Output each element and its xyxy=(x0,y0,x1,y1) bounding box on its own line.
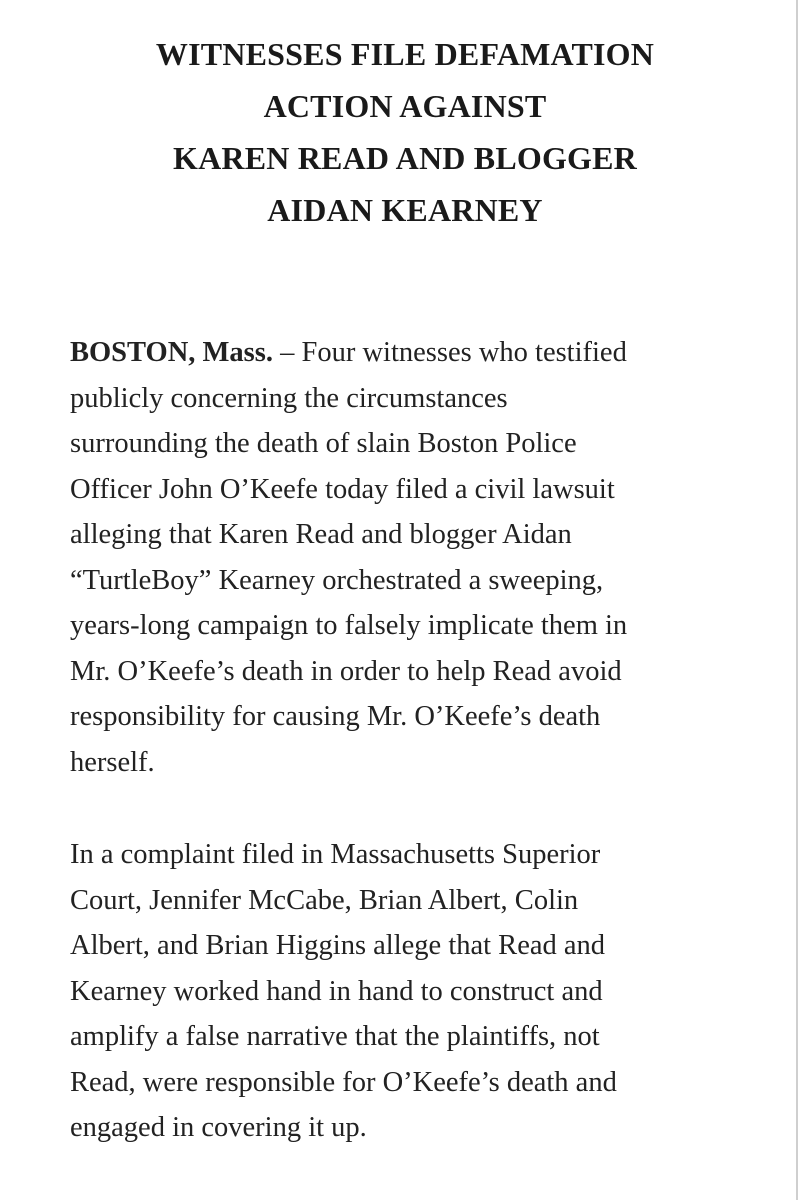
paragraph-line: alleging that Karen Read and blogger Aidan xyxy=(70,519,572,550)
paragraph-text: – Four witnesses who testified xyxy=(272,337,627,368)
body-paragraph-1 xyxy=(70,330,770,785)
paragraph-line: Read, were responsible for O’Keefe’s death and xyxy=(70,1066,617,1098)
paragraph-line: engaged in covering it up. xyxy=(70,1112,367,1143)
paragraph-line: amplify a false narrative that the plaintiffs, not xyxy=(70,1021,600,1052)
paragraph-line: publicly concerning the circumstances xyxy=(70,382,508,414)
page-edge-divider xyxy=(796,0,798,1200)
headline-line: KAREN READ AND BLOGGER xyxy=(172,140,637,176)
body-paragraph-2 xyxy=(70,832,770,1151)
paragraph-line: surrounding the death of slain Boston Police xyxy=(70,428,577,459)
paragraph-line: In a complaint filed in Massachusetts Superior xyxy=(70,839,601,870)
headline xyxy=(40,28,770,236)
paragraph-line xyxy=(70,330,770,376)
dateline: BOSTON, Mass. xyxy=(70,337,273,368)
paragraph-line: responsibility for causing Mr. O’Keefe’s death xyxy=(70,701,601,732)
paragraph-line: Kearney worked hand in hand to construct and xyxy=(70,975,603,1007)
headline-line: AIDAN KEARNEY xyxy=(267,192,543,228)
paragraph-line: years-long campaign to falsely implicate them in xyxy=(70,610,628,641)
paragraph-line: Mr. O’Keefe’s death in order to help Read avoid xyxy=(70,655,622,687)
paragraph-line: Court, Jennifer McCabe, Brian Albert, Colin xyxy=(70,884,579,916)
headline-line: WITNESSES FILE DEFAMATION xyxy=(155,36,655,72)
headline-line: ACTION AGAINST xyxy=(263,88,547,124)
paragraph-line: herself. xyxy=(70,746,155,778)
paragraph-line: Officer John O’Keefe today filed a civil lawsuit xyxy=(70,473,615,505)
paragraph-line: “TurtleBoy” Kearney orchestrated a sweeping, xyxy=(70,564,604,596)
paragraph-line: Albert, and Brian Higgins allege that Read and xyxy=(70,930,606,961)
